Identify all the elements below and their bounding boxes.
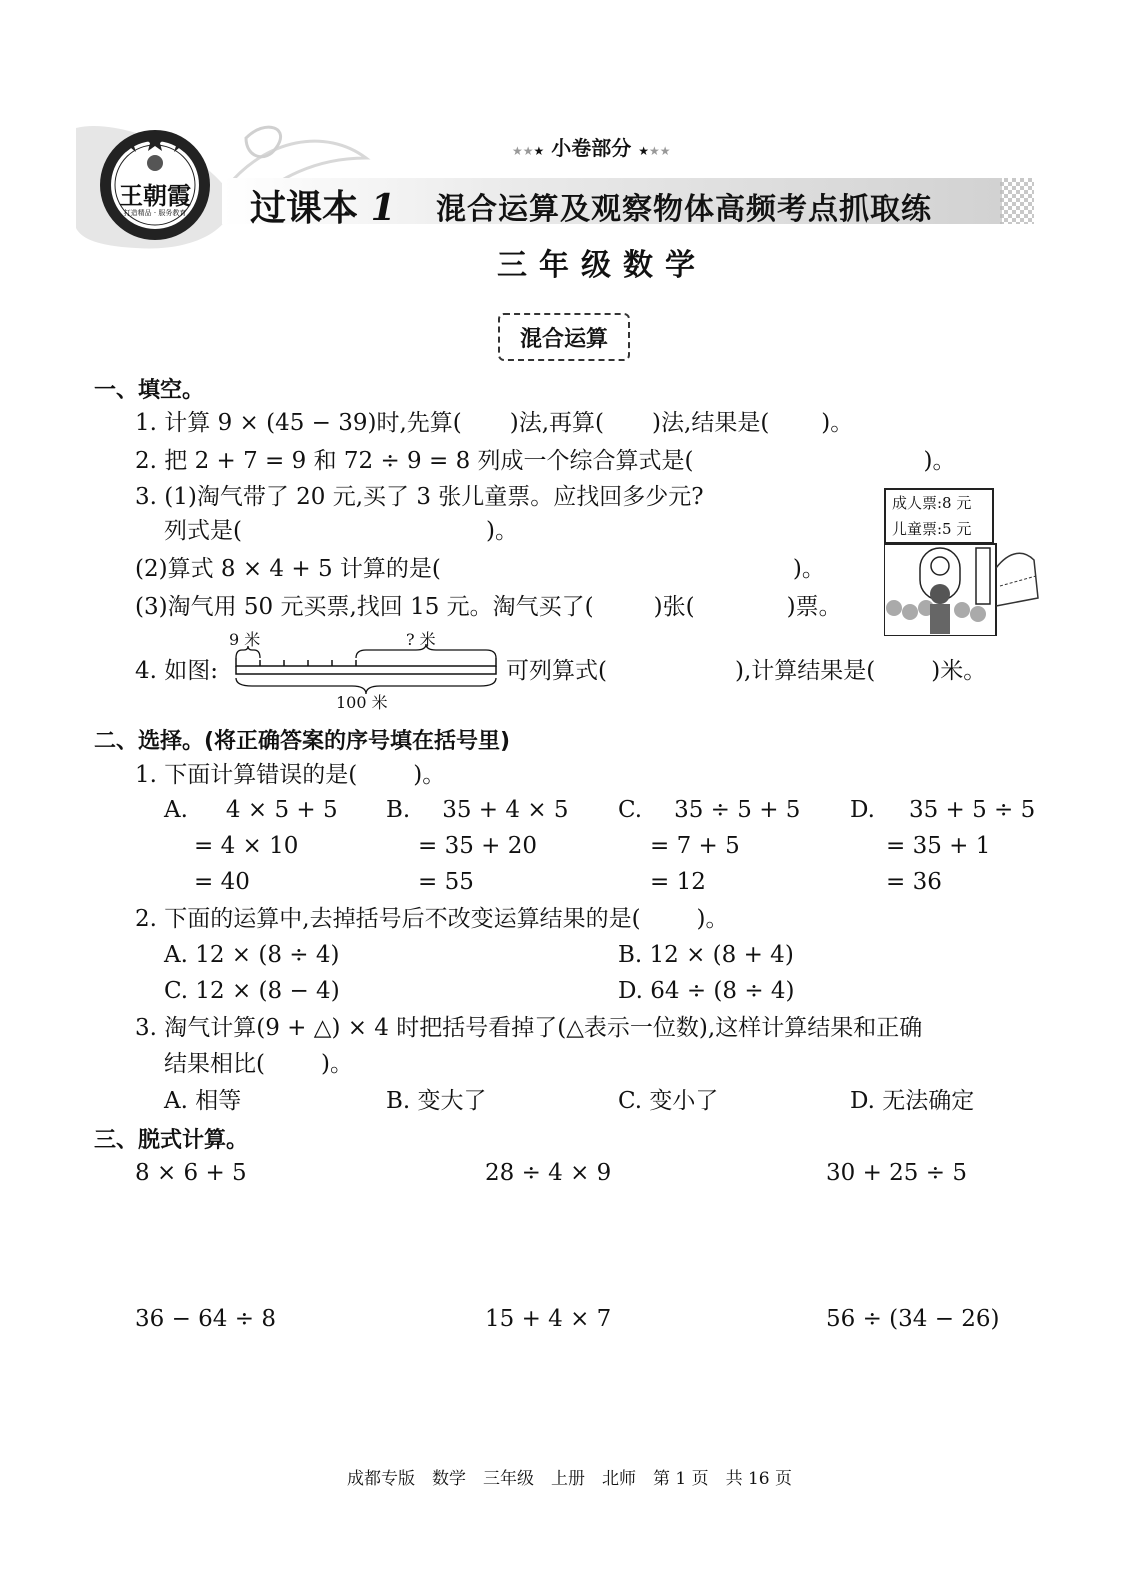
star-icon: ★★ bbox=[648, 144, 671, 158]
calc-item: 28 ÷ 4 × 9 bbox=[485, 1160, 612, 1186]
star-icon: ★ bbox=[533, 144, 545, 158]
option-b-line: = 55 bbox=[418, 869, 474, 895]
option-a[interactable]: A. 4 × 5 + 5 bbox=[164, 797, 338, 823]
part1-heading: 一、填空。 bbox=[94, 378, 205, 403]
segment-diagram bbox=[232, 644, 500, 694]
banner-checker-decoration bbox=[1000, 178, 1034, 224]
page-footer: 成都专版 数学 三年级 上册 北师 第 1 页 共 16 页 bbox=[346, 1469, 793, 1489]
logo-text: 王朝霞 bbox=[119, 181, 191, 210]
option-b[interactable]: B. 12 × (8 + 4) bbox=[618, 942, 794, 968]
brand-logo bbox=[98, 128, 212, 242]
question-1-1: 1. 计算 9 × (45 − 39)时,先算( )法,再算( )法,结果是( )。 bbox=[135, 410, 854, 436]
question-2-1: 1. 下面计算错误的是( )。 bbox=[135, 762, 446, 788]
option-a-line: = 4 × 10 bbox=[194, 833, 299, 859]
option-d-line: = 36 bbox=[886, 869, 942, 895]
option-a[interactable]: A. 相等 bbox=[164, 1088, 242, 1114]
series-label bbox=[512, 132, 671, 161]
logo-motto: 打造精品 · 服务教育 bbox=[123, 209, 187, 217]
ticket-price-sign bbox=[884, 488, 994, 544]
adult-ticket-price: 成人票:8 元 bbox=[892, 494, 972, 512]
question-2-3: 3. 淘气计算(9 + △) × 4 时把括号看掉了(△表示一位数),这样计算结果和正确 bbox=[135, 1015, 923, 1041]
calc-item: 36 − 64 ÷ 8 bbox=[135, 1306, 276, 1332]
option-d[interactable]: D. 35 + 5 ÷ 5 bbox=[850, 797, 1036, 823]
calc-item: 8 × 6 + 5 bbox=[135, 1160, 247, 1186]
star-icon: ★★ bbox=[512, 144, 534, 158]
option-d[interactable]: D. 无法确定 bbox=[850, 1088, 975, 1114]
book-label: 过课本 1 bbox=[250, 187, 396, 229]
section-tag: 混合运算 bbox=[498, 313, 630, 361]
book-number: 1 bbox=[370, 187, 396, 229]
question-1-3-2: (2)算式 8 × 4 + 5 计算的是( )。 bbox=[135, 556, 825, 582]
option-c-line: = 12 bbox=[650, 869, 706, 895]
calc-item: 56 ÷ (34 − 26) bbox=[826, 1306, 1000, 1332]
question-1-4-prefix: 4. 如图: bbox=[135, 658, 219, 684]
calc-item: 15 + 4 × 7 bbox=[485, 1306, 612, 1332]
option-b-line: = 35 + 20 bbox=[418, 833, 538, 859]
question-1-3-1: 3. (1)淘气带了 20 元,买了 3 张儿童票。应找回多少元? bbox=[135, 484, 704, 510]
segment-label: 9 米 bbox=[229, 630, 261, 649]
question-1-3-3: (3)淘气用 50 元买票,找回 15 元。淘气买了( )张( )票。 bbox=[135, 594, 842, 620]
option-b[interactable]: B. 变大了 bbox=[386, 1088, 487, 1114]
part2-heading: 二、选择。(将正确答案的序号填在括号里) bbox=[94, 729, 511, 754]
unknown-label: ? 米 bbox=[406, 630, 436, 649]
child-ticket-price: 儿童票:5 元 bbox=[892, 520, 972, 538]
subject-title: 三年级数学 bbox=[497, 248, 707, 283]
option-c[interactable]: C. 12 × (8 − 4) bbox=[164, 978, 340, 1004]
part3-heading: 三、脱式计算。 bbox=[94, 1128, 249, 1153]
option-d-line: = 35 + 1 bbox=[886, 833, 991, 859]
star-icon: ★ bbox=[638, 144, 649, 158]
question-1-2: 2. 把 2 + 7 = 9 和 72 ÷ 9 = 8 列成一个综合算式是( )。 bbox=[135, 448, 956, 474]
option-c-line: = 7 + 5 bbox=[650, 833, 740, 859]
option-a-line: = 40 bbox=[194, 869, 250, 895]
option-a[interactable]: A. 12 × (8 ÷ 4) bbox=[164, 942, 340, 968]
question-2-3-cont: 结果相比( )。 bbox=[164, 1051, 353, 1077]
option-b[interactable]: B. 35 + 4 × 5 bbox=[386, 797, 569, 823]
series-label-text: 小卷部分 bbox=[551, 136, 632, 160]
question-1-4-text: 可列算式( ),计算结果是( )米。 bbox=[506, 658, 987, 684]
option-d[interactable]: D. 64 ÷ (8 ÷ 4) bbox=[618, 978, 795, 1004]
question-1-3-1-answer: 列式是( )。 bbox=[164, 518, 518, 544]
page-title: 混合运算及观察物体高频考点抓取练 bbox=[436, 192, 932, 227]
option-c[interactable]: C. 变小了 bbox=[618, 1088, 719, 1114]
calc-item: 30 + 25 ÷ 5 bbox=[826, 1160, 967, 1186]
question-2-2: 2. 下面的运算中,去掉括号后不改变运算结果的是( )。 bbox=[135, 906, 729, 932]
total-label: 100 米 bbox=[336, 693, 388, 712]
option-c[interactable]: C. 35 ÷ 5 + 5 bbox=[618, 797, 801, 823]
